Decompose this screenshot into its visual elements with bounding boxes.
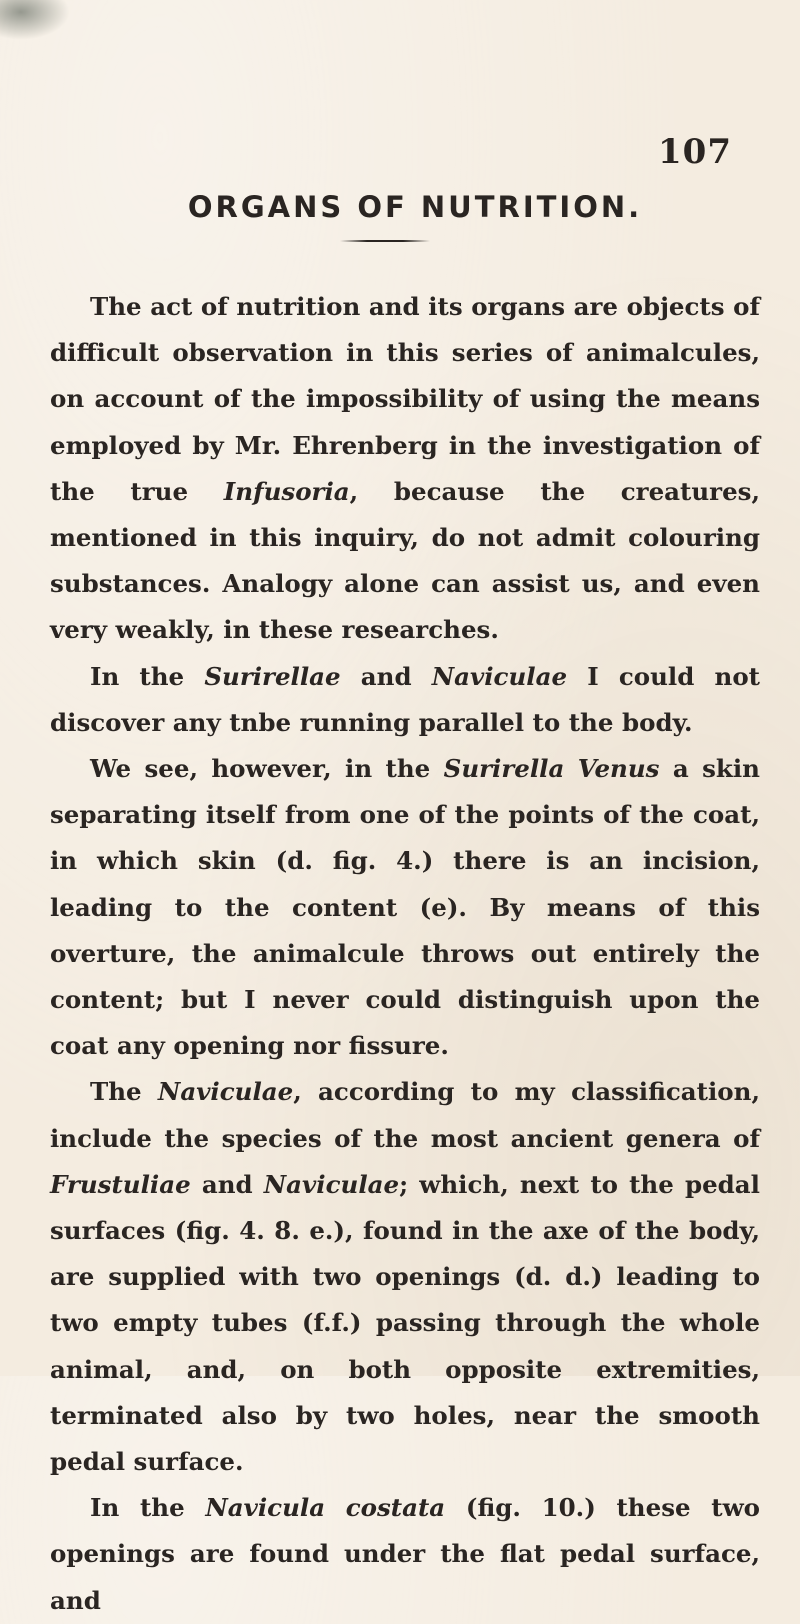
text-segment: , because the creatures, mentioned in this inquiry, do not admit colouring substances. Analogy alone can assist us, and even very weakly, in these researches. bbox=[50, 476, 761, 645]
text-segment: and bbox=[190, 1169, 264, 1199]
running-title: ORGANS OF NUTRITION. bbox=[187, 190, 643, 224]
text-segment: and bbox=[340, 661, 432, 691]
italic-text: Naviculae bbox=[431, 661, 568, 691]
text-segment: In the bbox=[90, 1493, 206, 1523]
text-segment: I could not discover any tnbe running parallel to the body. bbox=[50, 661, 760, 737]
italic-text: Naviculae bbox=[263, 1169, 400, 1199]
paragraph bbox=[50, 1485, 760, 1624]
paragraph bbox=[50, 654, 760, 746]
text-segment: The bbox=[90, 1077, 158, 1107]
page-number: 107 bbox=[658, 132, 732, 172]
text-segment: In the bbox=[90, 661, 205, 691]
italic-text: Surirellae bbox=[204, 661, 341, 691]
text-segment: We see, however, in the bbox=[90, 754, 444, 784]
text-segment: The act of nutrition and its organs are objects of difficult observation in this series of animalcules, on account of the impossibility of using the means employed by Mr. Ehrenberg in the investigation of the true bbox=[50, 292, 760, 506]
paragraph bbox=[50, 746, 760, 1069]
text-segment: ; which, next to the pedal surfaces (fig. 4. 8. e.), found in the axe of the body, are supplied with two openings (d. d.) leading to two empty tubes (f.f.) passing through the whole animal, and, on both opposite extremities, terminated also by two holes, near the smooth pedal surface. bbox=[50, 1169, 760, 1477]
text-segment: a skin separating itself from one of the points of the coat, in which skin (d. fig. 4.) there is an incision, leading to the content (e). By means of this overture, the animalcule throws out entirely the content; but I never could distinguish upon the coat any opening nor fissure. bbox=[50, 754, 760, 1061]
body-text bbox=[50, 284, 760, 1624]
text-segment: , according to my classification, include the species of the most ancient genera of bbox=[50, 1077, 760, 1153]
title-rule bbox=[340, 240, 430, 242]
paragraph bbox=[50, 284, 760, 654]
italic-text: Navicula costata bbox=[205, 1493, 446, 1523]
paragraph bbox=[50, 1069, 760, 1485]
italic-text: Infusoria bbox=[223, 476, 350, 506]
text-segment: (fig. 10.) these two openings are found under the flat pedal surface, and bbox=[50, 1493, 760, 1615]
corner-stain bbox=[0, 0, 70, 40]
italic-text: Frustuliae bbox=[50, 1169, 191, 1199]
italic-text: Surirella Venus bbox=[443, 754, 660, 784]
italic-text: Naviculae bbox=[157, 1077, 294, 1107]
